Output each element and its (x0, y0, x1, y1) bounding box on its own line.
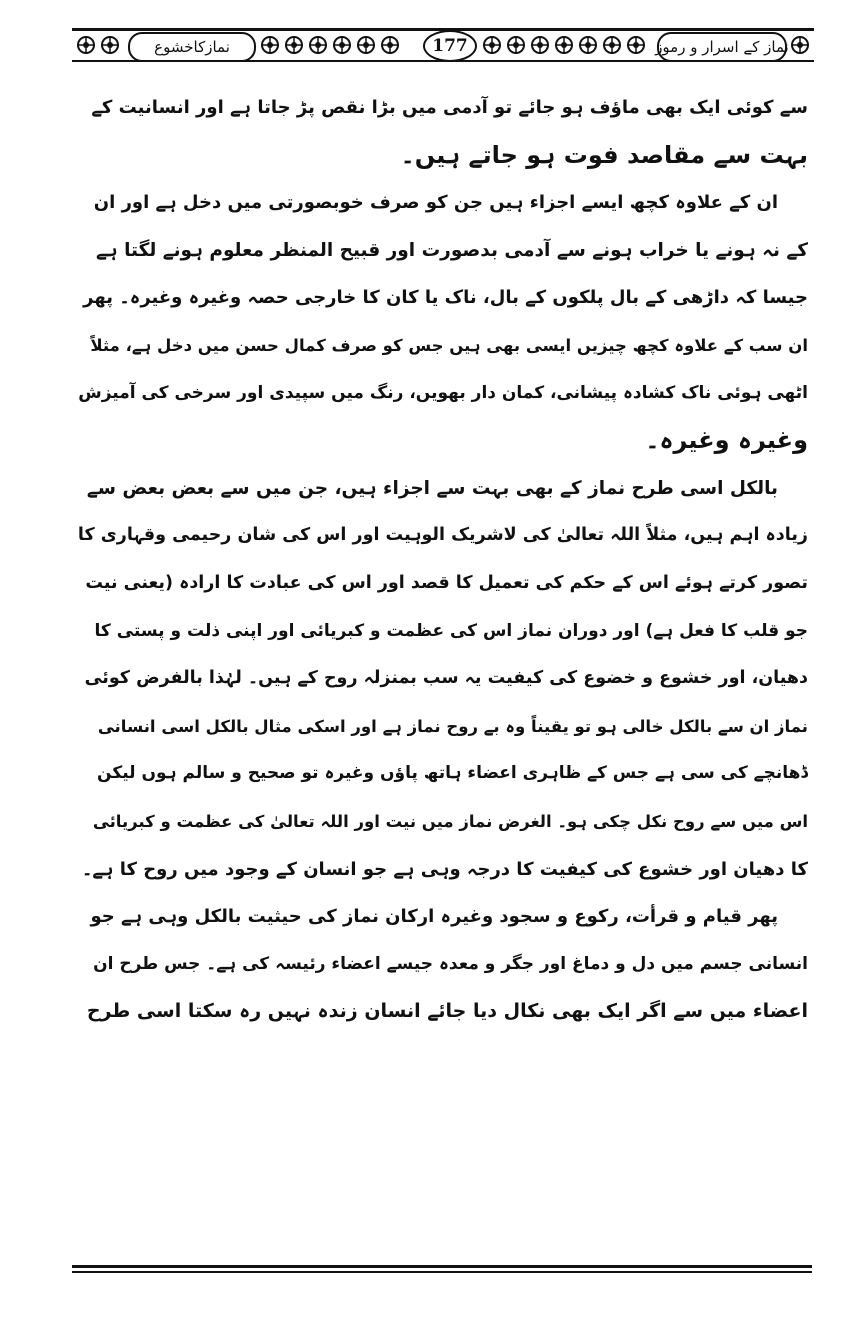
floral-ornament-icon (75, 34, 97, 56)
text-line: سے کوئی ایک بھی ماؤف ہو جائے تو آدمی میں بڑا نقص پڑ جاتا ہے اور انسانیت کے (91, 97, 808, 118)
text-line: بہت سے مقاصد فوت ہو جاتے ہیں۔ (400, 140, 808, 169)
floral-ornament-icon (601, 34, 623, 56)
floral-ornament-icon (355, 34, 377, 56)
page-header (72, 20, 814, 70)
floral-ornament-icon (307, 34, 329, 56)
header-chapter-title: نمازکاخشوع (128, 32, 256, 62)
text-line: اس میں سے روح نکل چکی ہو۔ الغرض نماز میں نیت اور اللہ تعالیٰ کی عظمت و کبریائی (92, 811, 808, 831)
text-line: تصور کرتے ہوئے اس کے حکم کی تعمیل کا قصد اور اس کی عبادت کا ارادہ (یعنی نیت (85, 572, 808, 593)
floral-ornament-icon (789, 34, 811, 56)
floral-ornament-icon (577, 34, 599, 56)
ornament-group-center-right (480, 32, 648, 58)
floral-ornament-icon (259, 34, 281, 56)
floral-ornament-icon (625, 34, 647, 56)
footer-rule (72, 1265, 812, 1268)
footer-rule (72, 1271, 812, 1273)
floral-ornament-icon (505, 34, 527, 56)
header-book-title: نماز کے اسرار و رموز (657, 32, 787, 62)
text-line: اٹھی ہوئی ناک کشادہ پیشانی، کمان دار بھویں، رنگ میں سپیدی اور سرخی کی آمیزش (78, 382, 808, 403)
body-text (78, 84, 808, 1036)
text-line: کا دھیان اور خشوع کی کیفیت کا درجہ وہی ہے جو انسان کے وجود میں روح کا ہے۔ (81, 858, 808, 880)
floral-ornament-icon (529, 34, 551, 56)
text-line: جو قلب کا فعل ہے) اور دوران نماز اس کی عظمت و کبریائی اور اپنی ذلت و پستی کا (94, 620, 808, 641)
page-number: 177 (423, 30, 477, 62)
text-line: انسانی جسم میں دل و دماغ اور جگر و معدہ جیسے اعضاء رئیسہ کی ہے۔ جس طرح ان (93, 953, 808, 974)
floral-ornament-icon (331, 34, 353, 56)
ornament-group-center-left (258, 32, 402, 58)
text-line: اعضاء میں سے اگر ایک بھی نکال دیا جائے انسان زندہ نہیں رہ سکتا اسی طرح (86, 1000, 808, 1023)
text-line: ان کے علاوہ کچھ ایسے اجزاء ہیں جن کو صرف خوبصورتی میں دخل ہے اور ان (93, 192, 778, 214)
floral-ornament-icon (481, 34, 503, 56)
text-line: وغیرہ وغیرہ۔ (645, 426, 808, 455)
floral-ornament-icon (283, 34, 305, 56)
text-line: پھر قیام و قرأت، رکوع و سجود وغیرہ ارکان نماز کی حیثیت بالکل وہی ہے جو (90, 906, 778, 928)
ornament-group-right (788, 32, 812, 58)
text-line: ڈھانچے کی سی ہے جس کے ظاہری اعضاء ہاتھ پاؤں وغیرہ تو صحیح و سالم ہوں لیکن (97, 763, 808, 784)
floral-ornament-icon (379, 34, 401, 56)
text-line: جیسا کہ داڑھی کے بال پلکوں کے بال، ناک یا کان کا خارجی حصہ وغیرہ وغیرہ۔ پھر (83, 287, 808, 309)
text-line: بالکل اسی طرح نماز کے بھی بہت سے اجزاء ہیں، جن میں سے بعض بعض سے (86, 477, 778, 499)
ornament-group-left (74, 32, 122, 58)
text-line: کے نہ ہونے یا خراب ہونے سے آدمی بدصورت اور قبیح المنظر معلوم ہونے لگتا ہے (95, 239, 808, 261)
floral-ornament-icon (553, 34, 575, 56)
floral-ornament-icon (99, 34, 121, 56)
text-line: زیادہ اہم ہیں، مثلاً اللہ تعالیٰ کی لاشریک الوہیت اور اس کی شان رحیمی وقہاری کا (78, 525, 808, 546)
text-line: نماز ان سے بالکل خالی ہو تو یقیناً وہ بے روح نماز ہے اور اسکی مثال بالکل اسی انسانی (97, 716, 808, 736)
text-line: ان سب کے علاوہ کچھ چیزیں ایسی بھی ہیں جس کو صرف کمال حسن میں دخل ہے، مثلاً (90, 335, 808, 355)
text-line: دھیان، اور خشوع و خضوع کی کیفیت یہ سب بمنزلہ روح کے ہیں۔ لہٰذا بالفرض کوئی (84, 668, 808, 689)
